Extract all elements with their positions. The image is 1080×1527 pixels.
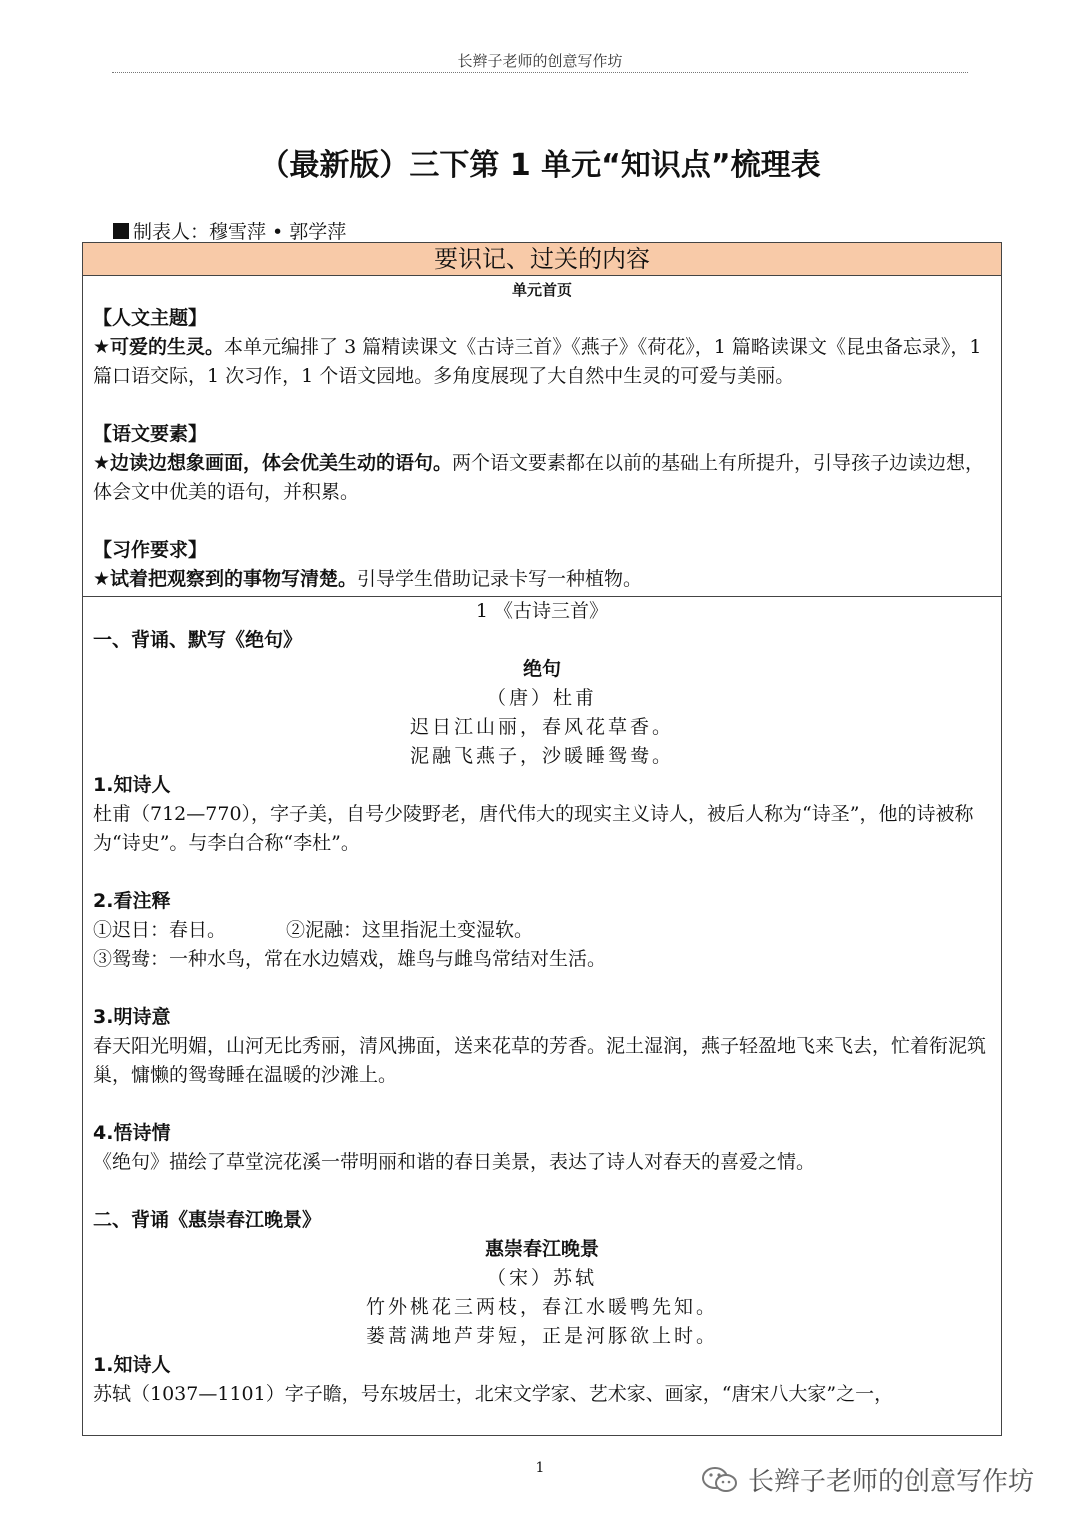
poem1-line2: 泥融飞燕子，沙暖睡鸳鸯。: [409, 745, 674, 767]
writing-strong: ★试着把观察到的事物写清楚。: [93, 568, 358, 590]
poem1-title: 绝句: [522, 658, 561, 680]
poem2-author: （宋）苏轼: [486, 1267, 597, 1289]
writing-paragraph: [93, 565, 991, 594]
watermark-text: 长辫子老师的创意写作坊: [748, 1467, 1035, 1497]
table-header-band: 要识记、过关的内容: [83, 243, 1001, 276]
p2-know-title: 1.知诗人: [93, 1354, 171, 1376]
wechat-icon: [700, 1465, 740, 1495]
element-paragraph: [93, 449, 991, 507]
p1-note-title: 2.看注释: [93, 890, 171, 912]
p1-feel-text: 《绝句》描绘了草堂浣花溪一带明丽和谐的春日美景，表达了诗人对春天的喜爱之情。: [93, 1151, 816, 1173]
p1-know-text: 杜甫（712—770），字子美，自号少陵野老，唐代伟大的现实主义诗人，被后人称为“诗圣”，他的诗被称为“诗史”。与李白合称“李杜”。: [93, 803, 974, 854]
author-line: [113, 217, 346, 244]
content-table: [82, 242, 1002, 1436]
note-2: ②泥融：这里指泥土变湿软。: [286, 919, 534, 941]
p1-feel-title: 4.悟诗情: [93, 1122, 171, 1144]
p1-mean-text: 春天阳光明媚，山河无比秀丽，清风拂面，送来花草的芳香。泥土湿润，燕子轻盈地飞来飞去，忙着衔泥筑巢，慵懒的鸳鸯睡在温暖的沙滩上。: [93, 1035, 987, 1086]
watermark: [700, 1461, 1034, 1498]
part1-title: 一、背诵、默写《绝句》: [93, 629, 303, 651]
note-1: ①迟日：春日。: [93, 919, 227, 941]
lesson-section: [83, 597, 1001, 1409]
poem1-line1: 迟日江山丽，春风花草香。: [409, 716, 674, 738]
theme-strong: ★可爱的生灵。: [93, 336, 225, 358]
poem2-line2: 蒌蒿满地芦芽短，正是河豚欲上时。: [365, 1325, 718, 1347]
unit-page-section: [83, 276, 1001, 597]
theme-label: 【人文主题】: [93, 307, 208, 329]
element-strong: ★边读边想象画面，体会优美生动的语句。: [93, 452, 453, 474]
page-number: 1: [535, 1460, 545, 1476]
p1-notes-row: [93, 916, 991, 945]
part2-title: 二、背诵《惠崇春江晚景》: [93, 1209, 322, 1231]
writing-text: 引导学生借助记录卡写一种植物。: [357, 568, 643, 590]
poem2-line1: 竹外桃花三两枝，春江水暖鸭先知。: [365, 1296, 718, 1318]
page-title: （最新版）三下第 1 单元“知识点”梳理表: [259, 148, 821, 183]
theme-paragraph: [93, 333, 991, 391]
poem2-title: 惠崇春江晚景: [484, 1238, 599, 1260]
theme-text: 本单元编排了 3 篇精读课文《古诗三首》《燕子》《荷花》，1 篇略读课文《昆虫备忘录》，1 篇口语交际，1 次习作，1 个语文园地。多角度展现了大自然中生灵的可爱与美丽。: [93, 336, 982, 387]
p1-know-title: 1.知诗人: [93, 774, 171, 796]
author-text: 制表人：穆雪萍 • 郭学萍: [133, 221, 347, 243]
unit-page-heading: 单元首页: [511, 281, 572, 299]
poem1-author: （唐）杜甫: [486, 687, 597, 709]
square-bullet-icon: [113, 223, 129, 239]
header-divider: [112, 72, 968, 73]
lesson-heading: 1 《古诗三首》: [475, 600, 609, 622]
note-3: ③鸳鸯：一种水鸟，常在水边嬉戏，雄鸟与雌鸟常结对生活。: [93, 948, 607, 970]
writing-label: 【习作要求】: [93, 539, 208, 561]
page-header: 长辫子老师的创意写作坊: [457, 52, 623, 70]
element-text: 两个语文要素都在以前的基础上有所提升，引导孩子边读边想，体会文中优美的语句，并积累。: [93, 452, 985, 503]
p1-mean-title: 3.明诗意: [93, 1006, 171, 1028]
element-label: 【语文要素】: [93, 423, 208, 445]
p2-know-text: 苏轼（1037—1101）字子瞻，号东坡居士，北宋文学家、艺术家、画家，“唐宋八大家”之一，: [93, 1383, 894, 1405]
